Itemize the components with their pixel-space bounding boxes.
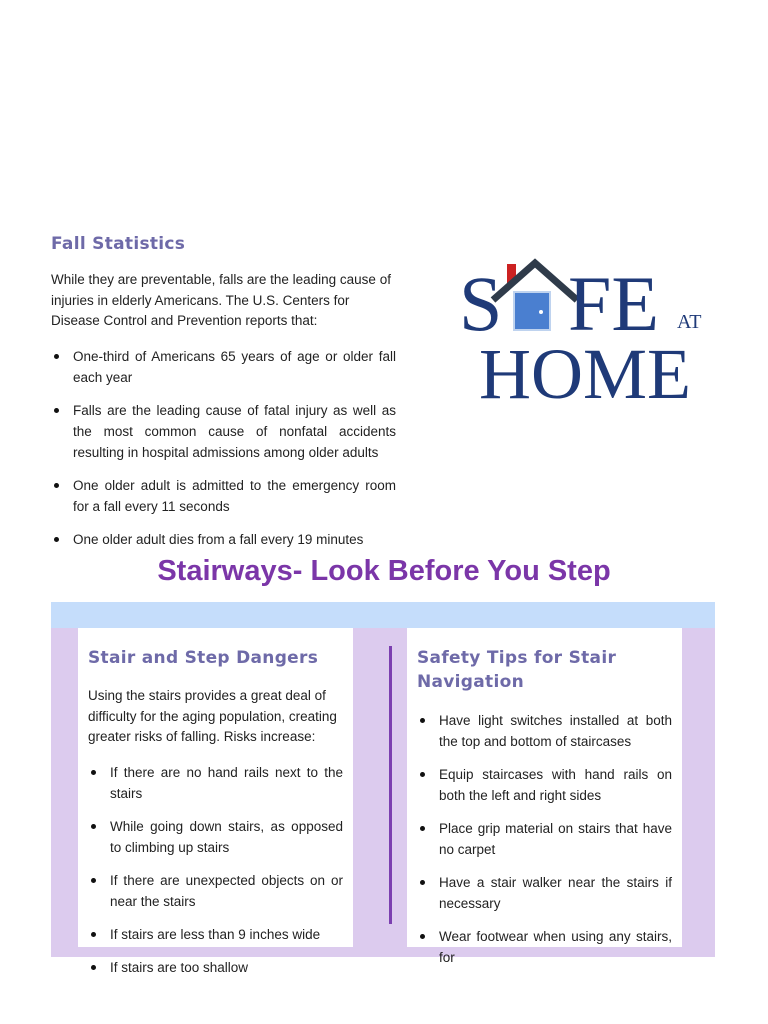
list-item: Have light switches installed at both the top and bottom of staircases <box>417 710 672 752</box>
list-item: Wear footwear when using any stairs, for <box>417 926 672 968</box>
fall-statistics-intro: While they are preventable, falls are the leading cause of injuries in elderly Americans. The U.S. Centers for Disease Control and Prevention reports that: <box>51 272 391 328</box>
list-item: If there are no hand rails next to the stairs <box>88 762 343 804</box>
list-item: If stairs are too shallow <box>88 957 343 978</box>
safety-tips-heading: Safety Tips for Stair Navigation <box>417 648 617 692</box>
list-item: Falls are the leading cause of fatal injury as well as the most common cause of nonfatal accidents resulting in hospital admissions among older adults <box>51 400 396 463</box>
list-item: One older adult is admitted to the emergency room for a fall every 11 seconds <box>51 475 396 517</box>
list-item: Place grip material on stairs that have no carpet <box>417 818 672 860</box>
stair-dangers-list <box>88 762 343 978</box>
list-item: One older adult dies from a fall every 19 minutes <box>51 529 396 550</box>
list-item: Equip staircases with hand rails on both the left and right sides <box>417 764 672 806</box>
logo-letters-fe: FE <box>568 260 660 347</box>
list-item: One-third of Americans 65 years of age or older fall each year <box>51 346 396 388</box>
logo-at: AT <box>677 311 702 333</box>
list-item: If stairs are less than 9 inches wide <box>88 924 343 945</box>
list-item: Have a stair walker near the stairs if necessary <box>417 872 672 914</box>
fall-statistics-list <box>51 346 396 550</box>
fall-statistics-section <box>51 234 396 562</box>
list-item: If there are unexpected objects on or near the stairs <box>88 870 343 912</box>
column-divider <box>389 646 392 924</box>
list-item: While going down stairs, as opposed to climbing up stairs <box>88 816 343 858</box>
stair-dangers-card <box>78 628 353 975</box>
banner-title: Stairways- Look Before You Step <box>157 555 611 587</box>
safety-tips-list <box>417 710 672 968</box>
panel-topbar <box>51 602 715 628</box>
logo-letter-s: S <box>459 260 503 347</box>
logo-home: HOME <box>479 334 691 414</box>
fall-statistics-heading: Fall Statistics <box>51 234 186 254</box>
stair-dangers-intro: Using the stairs provides a great deal of difficulty for the aging population, creating greater risks of falling. Risks increase: <box>88 688 337 744</box>
safe-at-home-logo <box>455 258 717 414</box>
safety-tips-card <box>407 628 682 965</box>
house-icon <box>493 263 577 330</box>
stair-dangers-heading: Stair and Step Dangers <box>88 648 319 668</box>
